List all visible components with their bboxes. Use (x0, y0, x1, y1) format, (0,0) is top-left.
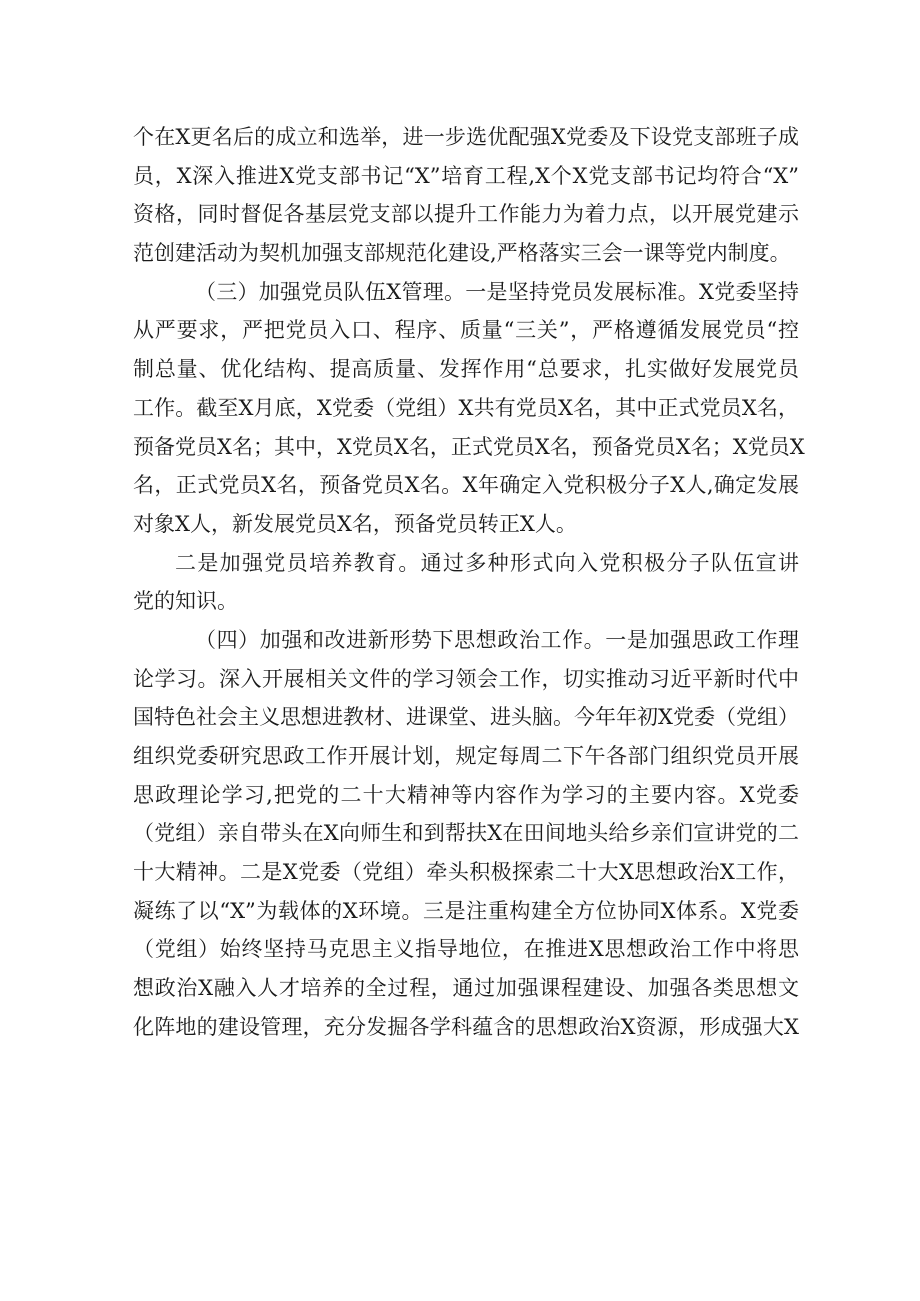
text-line: 制总量、优化结构、提高质量、发挥作用“总要求，扎实做好发展党员 (133, 357, 799, 382)
text-line: 预备党员X名；其中，X党员X名，正式党员X名，预备党员X名；X党员X (133, 434, 805, 459)
document-body (133, 118, 805, 1047)
text-line: 从严要求，严把党员入口、程序、质量“三关”，严格遵循发展党员“控 (133, 318, 799, 343)
text-line: 个在X更名后的成立和选举，进一步选优配强X党委及下设党支部班子成 (133, 125, 799, 149)
text-line: 思政理论学习,把党的二十大精神等内容作为学习的主要内容。X党委 (133, 782, 799, 807)
text-line: 论学习。深入开展相关文件的学习领会工作，切实推动习近平新时代中 (133, 666, 799, 691)
paragraph-start-line: 二是加强党员培养教育。通过多种形式向入党积极分子队伍宣讲 (175, 550, 799, 575)
text-line: 凝练了以“X”为载体的X环境。三是注重构建全方位协同X体系。X党委 (133, 898, 799, 923)
text-line: 工作。截至X月底，X党委（党组）X共有党员X名，其中正式党员X名， (133, 395, 799, 420)
text-line: 十大精神。二是X党委（党组）牵头积极探索二十大X思想政治X工作， (133, 860, 799, 885)
text-line: 对象X人，新发展党员X名，预备党员转正X人。 (133, 511, 577, 536)
text-line: 想政治X融入人才培养的全过程，通过加强课程建设、加强各类思想文 (133, 976, 799, 1001)
text-line: 资格，同时督促各基层党支部以提升工作能力为着力点，以开展党建示 (133, 202, 799, 227)
text-line: （党组）始终坚持马克思主义指导地位，在推进X思想政治工作中将思 (133, 937, 799, 962)
section-heading-line: （三）加强党员队伍X管理。一是坚持党员发展标准。X党委坚持 (195, 279, 799, 304)
section-heading-line: （四）加强和改进新形势下思想政治工作。一是加强思政工作理 (195, 627, 799, 652)
text-line: 名，正式党员X名，预备党员X名。X年确定入党积极分子X人,确定发展 (133, 473, 799, 498)
text-line: （党组）亲自带头在X向师生和到帮扶X在田间地头给乡亲们宣讲党的二 (133, 821, 799, 846)
text-line: 组织党委研究思政工作开展计划，规定每周二下午各部门组织党员开展 (133, 744, 799, 768)
text-line: 国特色社会主义思想进教材、进课堂、进头脑。今年年初X党委（党组） (133, 705, 799, 730)
text-line: 化阵地的建设管理，充分发掘各学科蕴含的思想政治X资源，形成强大X (133, 1014, 799, 1039)
text-line: 党的知识。 (133, 589, 238, 614)
text-line: 范创建活动为契机加强支部规范化建设,严格落实三会一课等党内制度。 (133, 241, 791, 266)
text-line: 员，X深入推进X党支部书记“X”培育工程,X个X党支部书记均符合“X” (133, 163, 799, 188)
